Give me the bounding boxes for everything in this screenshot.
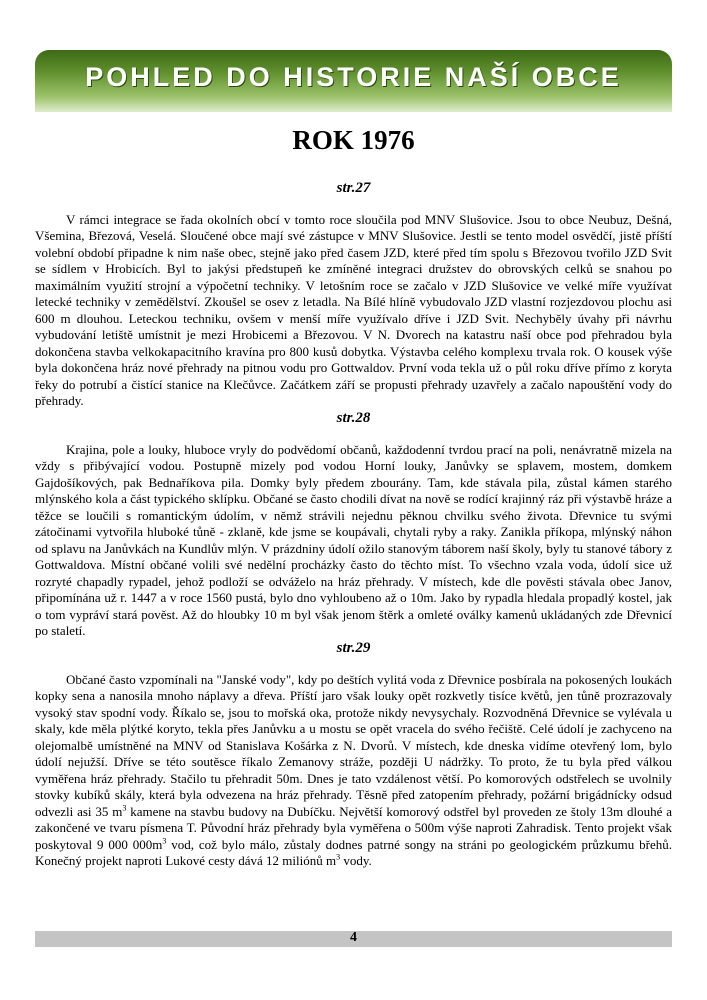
header-banner [35, 50, 672, 112]
superscript-3: 3 [122, 803, 127, 813]
section-heading-str28: str.28 [336, 410, 371, 426]
year-title: ROK 1976 [292, 125, 415, 155]
text-part-1: Občané často vzpomínali na "Janské vody", kdy po deštích vylitá voda z Dřevnice posbírala na pokosených loukách kopky sena a nanosila mnoho náplavy a dřeva. Příští jaro však louky opět rozkvetly tisíce květů, jen tůně prozrazovaly vysoký stav spodní vody. Říkalo se, jsou to mořská oka, protože nikdy nevysychaly. Rozvodněná Dřevnice se vylévala u skaly, kde měla plýtké koryto, tekla přes Janůvku a u mostu se opět vracela do svého řečiště. Celé údolí je zachyceno na olejomalbě umístněné na MNV od Stanislava Košárka z N. Dvorů. V místech, kde dneska vidíme otevřený lom, bylo údolí nejužší. Dříve se této soutěsce říkalo Zemanovy stráže, později U nádržky. To proto, že tu byla před válkou vyměřena hráz přehrady. Stačilo tu přehradit 50m. Dnes je tato vzdálenost větší. Po komorových odstřelech se uvolnily stovky kubíků skály, která byla odvezena na hráz přehrady. Těsně před zatopením přehrady, požární brigádnícky odsud odvezli asi 35 m [35, 672, 672, 819]
text-part-3: vod, což bylo málo, zůstaly dodnes patrné songy na stráni po geologickém průzkumu břehů. Konečný projekt naproti Lukové cesty dává 12 miliónů m [35, 836, 672, 868]
text-part-4: vody. [340, 852, 372, 868]
superscript-3: 3 [162, 836, 167, 846]
section-text-str27: V rámci integrace se řada okolních obcí v tomto roce sloučila pod MNV Slušovice. Jsou to obce Neubuz, Dešná, Všemina, Březová, Veselá. Sloučené obce mají své zástupce v MNV Slušovice. Jestli se tento model osvědčí, jistě příští volební období připadne k nim naše obec, stejně jako před časem JZD, které před tím spolu s Březovou tvořilo JZD Svit se sídlem v Hrobicích. Byl to jakýsi předstupeň ke zmíněné integraci družstev do obrovských celků se snahou po maximálním využití strojní a výpočetní techniky. V letošním roce se začalo v JZD Slušovice ve velké míře využívat letecké techniky v zemědělství. Zkoušel se osev z letadla. Na Bílé hlíně vybudovalo JZD vlastní rozjezdovou plochu asi 600 m dlouhou. Leteckou techniku, ovšem v menší míře využívalo dříve i JZD Svit. Nechyběly úvahy při návrhu vybudování letiště umístnit je mezi Hrobicemi a Březovou. V N. Dvorech na katastru naší obce pod přehradou byla dokončena stavba velkokapacitního kravína pro 800 kusů dobytka. Výstavba celého komplexu trvala rok. O kousek výše byla dokončena hráz nové přehrady na pitnou vodu pro Gottwaldov. První voda tekla už o půl roku dříve přímo z koryta řeky do potrubí a čistící stanice na Klečůvce. Začátkem září se propusti přehrady uzavřely a začalo napouštění vody do přehrady. [35, 212, 672, 408]
section-heading-str29: str.29 [336, 640, 371, 656]
text-part-2: kamene na stavbu budovy na Dubíčku. Největší komorový odstřel byl proveden ze štoly 13m dlouhé a zakončené ve tvaru písmena T. Původní hráz přehrady byla vyměřena o 500m výše naproti Zahradisk. Tento projekt však poskytoval 9 000 000m [35, 803, 672, 852]
superscript-3: 3 [336, 852, 341, 862]
section-text-str29 [35, 672, 672, 869]
page-number: 4 [350, 930, 357, 945]
banner-title: POHLED DO HISTORIE NAŠÍ OBCE [85, 62, 622, 92]
section-heading-str27: str.27 [336, 180, 371, 196]
section-text-str28: Krajina, pole a louky, hluboce vryly do podvědomí občanů, každodenní tvrdou prací na poli, nenávratně mizela na vždy s přibývající vodou. Postupně mizely pod vodou Horní louky, Janůvky se splavem, mostem, domkem Gajdošíkových, pak Bednaříkova pila. Domky byly předem zbourány. Tam, kde stávala pila, zůstal kámen starého mlýnského kola a část typického sklípku. Občané se často chodili dívat na nově se rodící krajinný ráz při výstavbě hráze a těžce se loučili s romantickým údolím, v němž strávili nejednu pěknou chvilku svého života. Dřevnice tu svými zátočinami vytvořila hluboké tůně - zklaně, kde jsme se koupávali, chytali ryby a raky. Zanikla příkopa, mlýnský náhon od splavu na Janůvkách na Kundlův mlýn. V prázdniny údolí ožilo stanovým táborem naší školy, byly tu stanové tábory z Gottwaldova. Místní občané volili své nedělní procházky často do těchto míst. To všechno vzala voda, údolí sice už rozryté chapadly rypadel, jehož podloží se odváželo na hráz přehrady. V místech, kde dle pověsti stávala obec Janov, připomínána už r. 1447 a v roce 1560 pustá, bylo dno vyhloubeno až o 10m. Jako by rypadla hledala propadlý kostel, jak o tom vypráví stará pověst. Až do hloubky 10 m byl však jenom štěrk a omleté oválky kamenů ukládaných zde Dřevnicí po staletí. [35, 442, 672, 638]
